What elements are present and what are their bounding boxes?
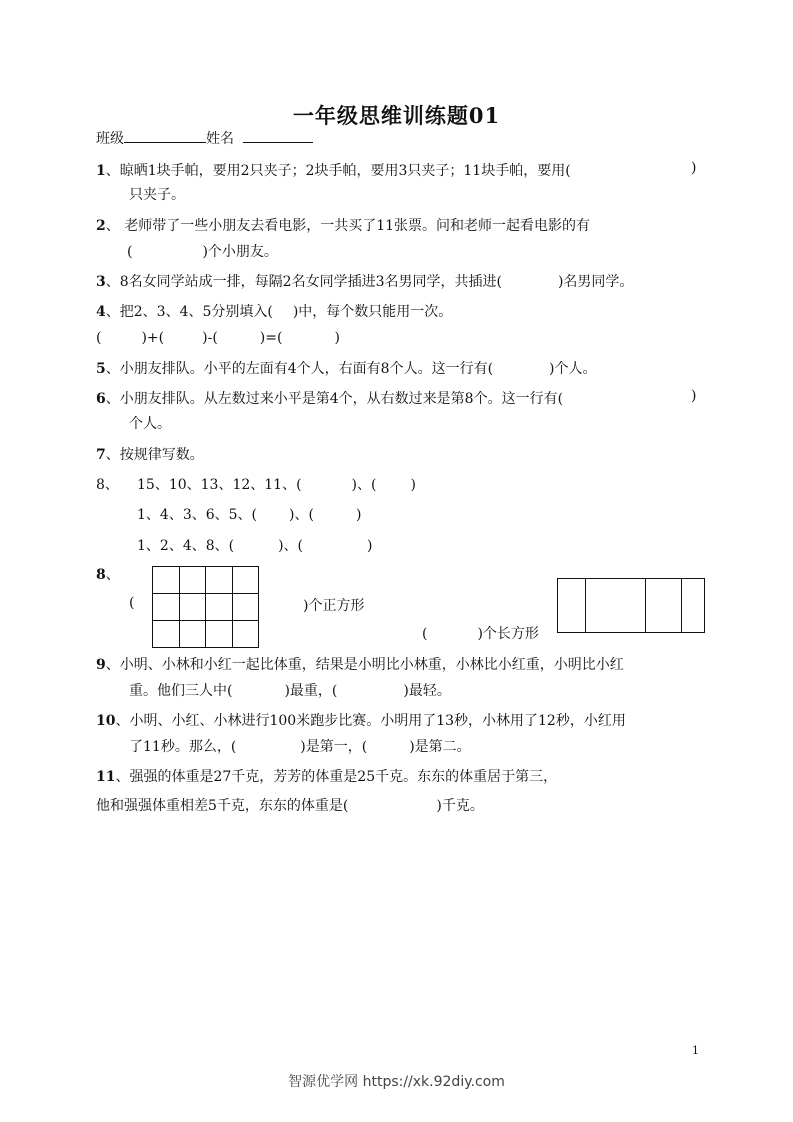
rect-divider xyxy=(645,579,646,632)
question-5: 5、小朋友排队。小平的左面有4个人，右面有8个人。这一行有( )个人。 xyxy=(96,361,597,377)
rect-divider xyxy=(681,579,682,632)
rectangle-strip-figure xyxy=(557,578,705,633)
q11-line2: 他和强强体重相差5千克，东东的体重是( )千克。 xyxy=(96,798,484,814)
class-label: 班级 xyxy=(96,131,124,147)
q8-sequence-label: 8、 xyxy=(96,477,119,493)
q6-line2: 个人。 xyxy=(129,416,171,432)
footer-watermark: 智源优学网 https://xk.92diy.com xyxy=(288,1074,505,1090)
q9-line2: 重。他们三人中( )最重，( )最轻。 xyxy=(129,683,451,699)
q8-sequence-3: 1、2、4、8、( )、( ) xyxy=(137,538,373,554)
question-7: 7、按规律写数。 xyxy=(96,447,204,463)
question-4: 4、把2、3、4、5分别填入( )中，每个数只能用一次。 xyxy=(96,304,453,320)
q8-sequence-1: 15、10、13、12、11、( )、( ) xyxy=(137,477,416,493)
class-blank[interactable] xyxy=(124,128,206,143)
student-info-row xyxy=(96,128,313,148)
q6-close-paren: ) xyxy=(691,388,697,404)
question-1: 1、晾晒1块手帕，要用2只夹子；2块手帕，要用3只夹子；11块手帕，要用( xyxy=(96,163,571,179)
page-title: 一年级思维训练题01 xyxy=(292,103,501,128)
name-blank[interactable] xyxy=(243,128,313,143)
q8-square-label: )个正方形 xyxy=(303,598,365,614)
question-9: 9、小明、小林和小红一起比体重，结果是小明比小林重，小林比小红重，小明比小红 xyxy=(96,657,624,673)
question-3: 3、8名女同学站成一排，每隔2名女同学插进3名男同学，共插进( )名男同学。 xyxy=(96,274,634,290)
q4-equation: ( )+( )-( )=( ) xyxy=(96,330,340,346)
square-grid-figure xyxy=(152,566,259,648)
q2-line2: ( )个小朋友。 xyxy=(127,244,278,260)
rect-divider xyxy=(585,579,586,632)
q1-line2: 只夹子。 xyxy=(129,187,185,203)
q8-rect-count: ( )个长方形 xyxy=(422,626,539,642)
q8-shapes-label: 8、 xyxy=(96,567,120,583)
q8-sequence-2: 1、4、3、6、5、( )、( ) xyxy=(137,507,362,523)
question-11: 11、强强的体重是27千克，芳芳的体重是25千克。东东的体重居于第三， xyxy=(96,769,558,785)
question-10: 10、小明、小红、小林进行100米跑步比赛。小明用了13秒，小林用了12秒，小红用 xyxy=(96,713,626,729)
q1-close-paren: ) xyxy=(691,160,697,176)
q8-square-count: ( xyxy=(129,595,135,611)
page-number: 1 xyxy=(692,1044,699,1057)
name-label: 姓名 xyxy=(206,131,234,147)
question-6: 6、小朋友排队。从左数过来小平是第4个，从右数过来是第8个。这一行有( xyxy=(96,391,564,407)
question-2: 2、 老师带了一些小朋友去看电影，一共买了11张票。问和老师一起看电影的有 xyxy=(96,218,591,234)
q10-line2: 了11秒。那么，( )是第一，( )是第二。 xyxy=(129,739,471,755)
